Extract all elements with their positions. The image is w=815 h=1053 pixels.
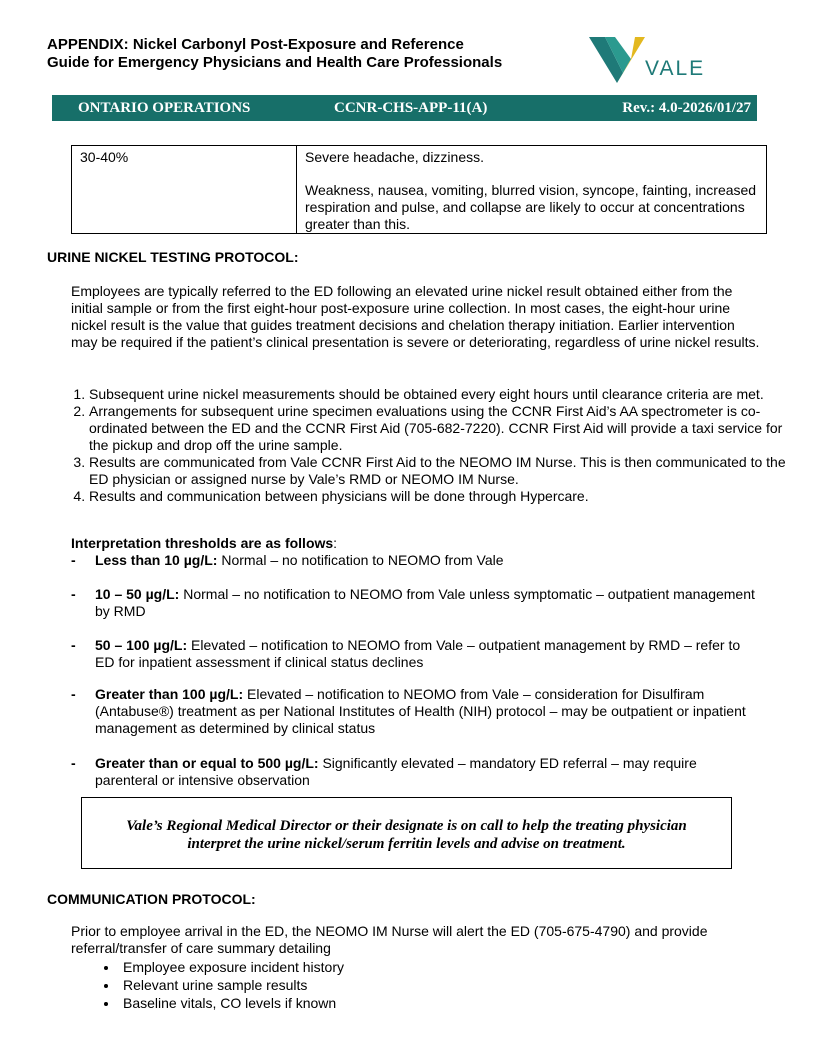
banner-doc-code: CCNR-CHS-APP-11(A) [334, 100, 488, 116]
list-item: 4. Results and communication between physicians will be done through Hypercare. [89, 488, 789, 505]
communication-bullets [71, 958, 344, 1012]
thresholds-heading-colon: : [333, 535, 338, 551]
callout-line-2: interpret the urine nickel/serum ferritin levels and advise on treatment. [187, 836, 626, 852]
list-item: • Relevant urine sample results [119, 976, 344, 994]
document-banner [52, 95, 757, 121]
threshold-dash: - [71, 755, 76, 771]
title-line-1: APPENDIX: Nickel Carbonyl Post-Exposure and Reference [47, 36, 464, 53]
urine-steps-list [71, 386, 789, 505]
banner-revision: Rev.: 4.0-2026/01/27 [622, 100, 751, 116]
thresholds-heading [71, 535, 337, 551]
threshold-level: 50 – 100 µg/L: [95, 637, 188, 653]
threshold-text: Significantly elevated – mandatory ED referral – may require parenteral or intensive observation [95, 755, 697, 788]
table-cell-description [297, 146, 767, 234]
threshold-dash: - [71, 686, 76, 702]
communication-intro-paragraph: Prior to employee arrival in the ED, the NEOMO IM Nurse will alert the ED (705-675-4790) and provide referral/transfer of care summary detailing [71, 923, 708, 956]
threshold-level: 10 – 50 µg/L: [95, 586, 180, 602]
threshold-item [71, 552, 761, 569]
description-line-1: Severe headache, dizziness. [305, 149, 484, 165]
callout-line-1: Vale’s Regional Medical Director or their designate is on call to help the treating physician [126, 818, 687, 834]
banner-operations: ONTARIO OPERATIONS [78, 100, 251, 116]
threshold-item [71, 586, 761, 620]
threshold-item [71, 637, 761, 671]
list-item: 3. Results are communicated from Vale CCNR First Aid to the NEOMO IM Nurse. This is then communicated to the ED physician or assigned nurse by Vale’s RMD or NEOMO IM Nurse. [89, 454, 789, 488]
document-title [47, 36, 502, 72]
urine-section-heading: URINE NICKEL TESTING PROTOCOL: [47, 249, 299, 265]
threshold-item [71, 686, 761, 737]
communication-section-heading: COMMUNICATION PROTOCOL: [47, 891, 256, 907]
threshold-level: Greater than 100 µg/L: [95, 686, 244, 702]
urine-intro-paragraph: Employees are typically referred to the ED following an elevated urine nickel result obtained either from the initial sample or from the first eight-hour post-exposure urine collection. In most cases, the eight-hour urine nickel result is the value that guides treatment decisions and chelation therapy initiation. Earlier intervention may be required if the patient’s clinical presentation is severe or deteriorating, regardless of urine nickel results. [71, 283, 760, 350]
thresholds-heading-text: Interpretation thresholds are as follows [71, 535, 334, 551]
title-line-2: Guide for Emergency Physicians and Health Care Professionals [47, 54, 503, 71]
table-row [72, 146, 767, 234]
threshold-text: Normal – no notification to NEOMO from Vale [217, 552, 504, 568]
threshold-dash: - [71, 637, 76, 653]
table-cell-range: 30-40% [72, 146, 297, 234]
threshold-level: Greater than or equal to 500 µg/L: [95, 755, 319, 771]
threshold-item [71, 755, 761, 789]
list-item: 2. Arrangements for subsequent urine specimen evaluations using the CCNR First Aid’s AA spectrometer is co-ordinated between the ED and the CCNR First Aid (705-682-7220). CCNR First Aid will provide a taxi service for the pickup and drop off the urine sample. [89, 403, 789, 454]
threshold-dash: - [71, 552, 76, 568]
vale-logo [587, 33, 717, 89]
threshold-level: Less than 10 µg/L: [95, 552, 218, 568]
logo-wordmark: VALE [645, 57, 706, 80]
threshold-text: Normal – no notification to NEOMO from Vale unless symptomatic – outpatient management by RMD [95, 586, 755, 619]
list-item: • Baseline vitals, CO levels if known [119, 994, 344, 1012]
threshold-dash: - [71, 586, 76, 602]
list-item: • Employee exposure incident history [119, 958, 344, 976]
list-item: 1. Subsequent urine nickel measurements should be obtained every eight hours until clearance criteria are met. [89, 386, 789, 403]
symptom-table [71, 145, 767, 234]
rmd-callout-box [81, 797, 732, 869]
threshold-text: Elevated – notification to NEOMO from Vale – outpatient management by RMD – refer to ED for inpatient assessment if clinical status declines [95, 637, 741, 670]
threshold-text: Elevated – notification to NEOMO from Vale – consideration for Disulfiram (Antabuse®) treatment as per National Institutes of Health (NIH) protocol – may be outpatient or inpatient management as determined by clinical status [95, 686, 746, 736]
vale-logo-icon [587, 33, 717, 89]
description-line-2: Weakness, nausea, vomiting, blurred vision, syncope, fainting, increased respiration and pulse, and collapse are likely to occur at concentrations greater than this. [305, 182, 757, 232]
